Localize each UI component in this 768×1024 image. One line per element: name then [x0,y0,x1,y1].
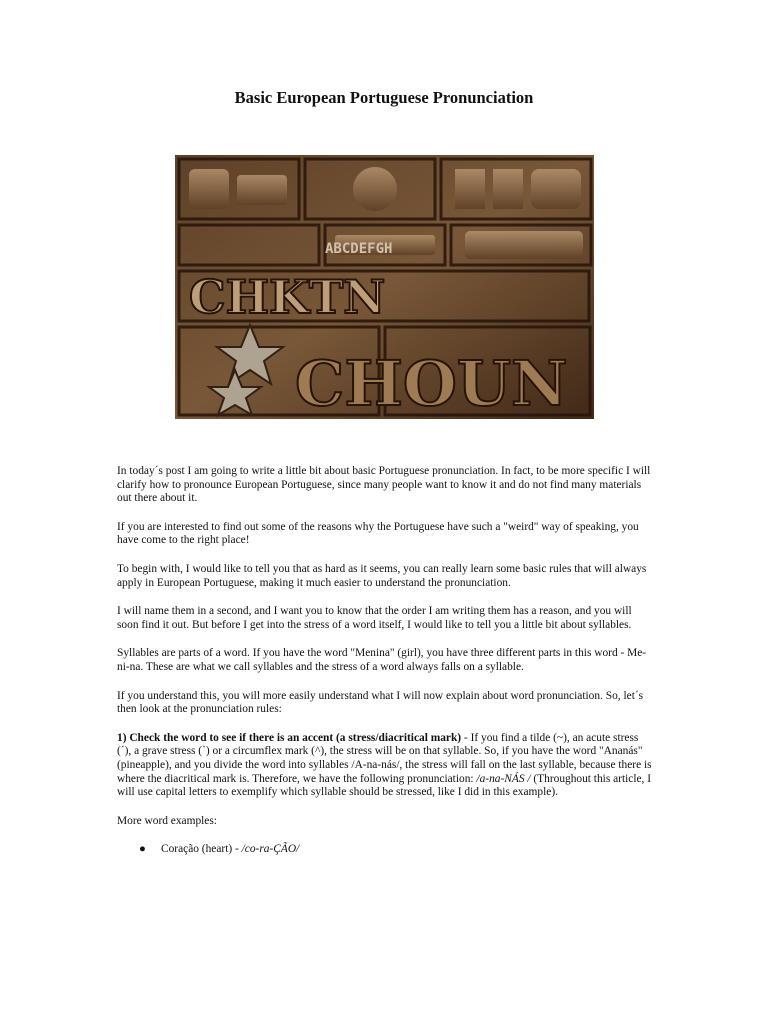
paragraph-order: I will name them in a second, and I want you to know that the order I am writing them has a reason, and you will soon find it out. But before I get into the stress of a word itself, I would like to tell you a little bit about syllables. [117,605,632,631]
rule-1-note: (Throughout this article, I will use capital letters to exemplify which syllable should be stressed, like I did in this example). [117,772,652,799]
bullet-icon: ● [139,843,146,856]
list-item [117,843,653,857]
example-pronunciation: /co-ra-ÇÃO/ [241,843,300,856]
paragraph-basic-rules: To begin with, I would like to tell you that as hard as it seems, you can really learn some basic rules that will always apply in European Portuguese, making it much easier to understand the pronunciation. [117,562,647,589]
printing-blocks-illustration [175,155,594,419]
photo-letters-row1: ABCDEFGH [325,241,393,257]
paragraph-syllables: Syllables are parts of a word. If you have the word "Menina" (girl), you have three different parts in this word - Me-ni-na. These are what we call syllables and the stress of a word always falls on a syllable. [117,647,647,673]
article-body [117,465,653,857]
examples-list [117,843,653,857]
photo-letters-row2: CHKTN [189,270,386,324]
printing-blocks-photo [175,155,594,419]
rule-1-text: - If you find a tilde (~), an acute stress (´), a grave stress (`) or a circumflex mark (^), the stress will be on that syllable. So, if you have the word "Ananás" (pineapple), and you divide the word into syllables /A-na-nás/, the stress will fall on the last syllable, because there is where the diacritical mark is. Therefore, we have the following pronunciation: [117,731,652,785]
paragraph-intro: In today´s post I am going to write a little bit about basic Portuguese pronunciation. In fact, to be more specific I will clarify how to pronounce European Portuguese, since many people want to know it and do not find many materials out there about it. [117,465,651,505]
paragraph-rule-1 [117,732,653,800]
more-examples-label: More word examples: [117,814,217,827]
paragraph-rules-intro: If you understand this, you will more easily understand what I will now explain about word pronunciation. So, let´s then look at the pronunciation rules: [117,689,644,716]
photo-letters-row3: CHOUN [295,347,568,419]
example-word: Coração (heart) - [161,843,242,856]
page-title: Basic European Portuguese Pronunciation [234,88,534,107]
paragraph-weird-way: If you are interested to find out some of the reasons why the Portuguese have such a "weird" way of speaking, you have come to the right place! [117,520,639,547]
rule-1-heading: 1) Check the word to see if there is an accent (a stress/diacritical mark) [117,731,462,744]
rule-1-example: /a-na-NÁS / [476,772,531,785]
